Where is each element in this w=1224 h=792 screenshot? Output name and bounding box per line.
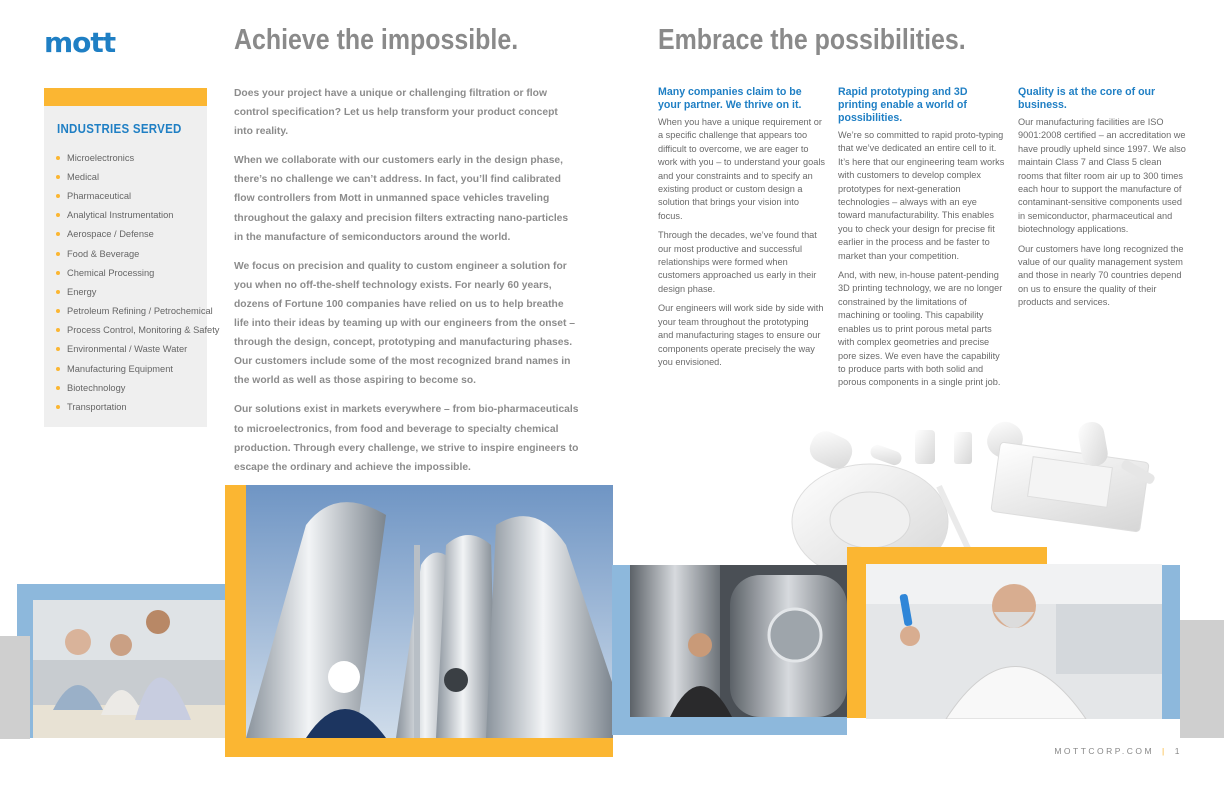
brewery-worker-photo <box>630 565 847 717</box>
column-paragraph: Our customers have long recognized the value of our quality management system and those in nearly 70 countries depend on us to ensure the quality of their products and services. <box>1018 243 1184 308</box>
column-prototyping <box>838 86 1006 396</box>
column-heading: Rapid prototyping and 3D printing enable a world of possibilities. <box>838 86 968 124</box>
list-item: Transportation <box>56 397 207 416</box>
column-paragraph: Our manufacturing facilities are ISO 9001:2008 certified – an accreditation we have proudly upheld since 1997. We also maintain Class 7 and Class 5 clean rooms that filter room air up to 300 times each hour to support the manufacture of contaminant-sensitive components used in semiconductor, pharmaceutical and biotechnology applications. <box>1018 117 1186 235</box>
bullet-icon <box>56 156 60 160</box>
website-url[interactable]: MOTTCORP.COM <box>1054 746 1155 756</box>
column-paragraph: We’re so committed to rapid proto-typing that we’ve dedicated an entire cell to it. It’s here that our engineering team works with customers to develop complex prototypes for next-generation technologies – always with an eye toward manufacturability. This enables you to check your design for precise fit earlier in the process and be faster to market than your competition. <box>838 130 1005 261</box>
body-paragraph: We focus on precision and quality to custom engineer a solution for you when no off-the-shelf technology exists. For nearly 60 years, dozens of Fortune 100 companies have relied on us to help breathe life into their ideas by teaming up with our engineers from the onset – through the design, concept, prototyping and manufacturing phases. Our customers include some of the most recognized brand names in the world as well as those aspiring to become so. <box>234 260 575 387</box>
list-item: Pharmaceutical <box>56 186 207 205</box>
bullet-icon <box>56 367 60 371</box>
industries-list <box>56 148 220 417</box>
bullet-icon <box>56 252 60 256</box>
column-heading: Quality is at the core of our business. <box>1018 86 1156 111</box>
list-item: Analytical Instrumentation <box>56 206 207 225</box>
list-item: Aerospace / Defense <box>56 225 207 244</box>
list-item: Microelectronics <box>56 148 207 167</box>
right-page-headline: Embrace the possibilities. <box>658 24 966 56</box>
column-paragraph: And, with new, in-house patent-pending 3D printing technology, we are no longer constrained by the limitations of machining or tooling. This capability enables us to print porous metal parts with complex geometries and precise pore sizes. We even have the capability to produce parts with both solid and porous components in a single print job. <box>838 270 1003 388</box>
bullet-icon <box>56 175 60 179</box>
list-item: Energy <box>56 282 207 301</box>
page-footer <box>1054 746 1182 756</box>
scientist-lab-photo <box>866 564 1162 719</box>
list-item: Chemical Processing <box>56 263 207 282</box>
body-paragraph: When we collaborate with our customers early in the design phase, there’s no challenge we can’t address. In fact, you’ll find calibrated flow controllers from Mott in unmanned space vehicles traveling throughout the galaxy and precision filters extracting nano-particles in the manufacture of semiconductors around the world. <box>234 155 569 243</box>
bullet-icon <box>56 194 60 198</box>
mott-logo: mott <box>44 26 116 59</box>
body-paragraph: Does your project have a unique or challenging filtration or flow control specification? Let us help transform your product concept into reality. <box>234 88 558 138</box>
left-page-headline: Achieve the impossible. <box>234 24 519 56</box>
list-item: Medical <box>56 167 207 186</box>
bullet-icon <box>56 309 60 313</box>
bullet-icon <box>56 328 60 332</box>
industrial-tanks-photo <box>246 485 613 738</box>
bullet-icon <box>56 232 60 236</box>
column-paragraph: When you have a unique requirement or a specific challenge that appears too difficult to overcome, we are eager to work with you – to understand your goals and your constraints and to specify an existing product or custom design a solution that brings your vision into focus. <box>658 117 825 221</box>
gray-accent-left <box>0 636 30 739</box>
list-item: Process Control, Monitoring & Safety <box>56 321 207 340</box>
bullet-icon <box>56 386 60 390</box>
bullet-icon <box>56 271 60 275</box>
engineers-meeting-photo <box>33 600 225 738</box>
bullet-icon <box>56 290 60 294</box>
column-partner <box>658 86 826 375</box>
bullet-icon <box>56 213 60 217</box>
list-item: Petroleum Refining / Petrochemical <box>56 302 207 321</box>
sidebar-title: INDUSTRIES SERVED <box>57 122 182 136</box>
list-item: Manufacturing Equipment <box>56 359 207 378</box>
gray-accent-right <box>1180 620 1224 738</box>
body-paragraph: Our solutions exist in markets everywhere – from bio-pharmaceuticals to microelectronics, from food and beverage to specialty chemical production. Through every challenge, we strive to inspire engineers to escape the ordinary and achieve the impossible. <box>234 404 579 473</box>
column-heading: Many companies claim to be your partner. We thrive on it. <box>658 86 802 111</box>
left-body-copy <box>234 84 579 487</box>
column-paragraph: Through the decades, we’ve found that our most productive and successful relationships were formed when customers approached us early in their design phase. <box>658 230 817 294</box>
column-paragraph: Our engineers will work side by side with your team throughout the prototyping and manufacturing stages to ensure our components operate precisely the way you envisioned. <box>658 303 824 367</box>
industries-sidebar <box>44 88 220 427</box>
sidebar-accent-bar <box>44 88 207 106</box>
footer-separator: | <box>1162 746 1167 756</box>
list-item: Environmental / Waste Water <box>56 340 207 359</box>
column-quality <box>1018 86 1186 316</box>
page-number: 1 <box>1174 746 1182 756</box>
list-item: Biotechnology <box>56 378 207 397</box>
bullet-icon <box>56 347 60 351</box>
bullet-icon <box>56 405 60 409</box>
list-item: Food & Beverage <box>56 244 207 263</box>
